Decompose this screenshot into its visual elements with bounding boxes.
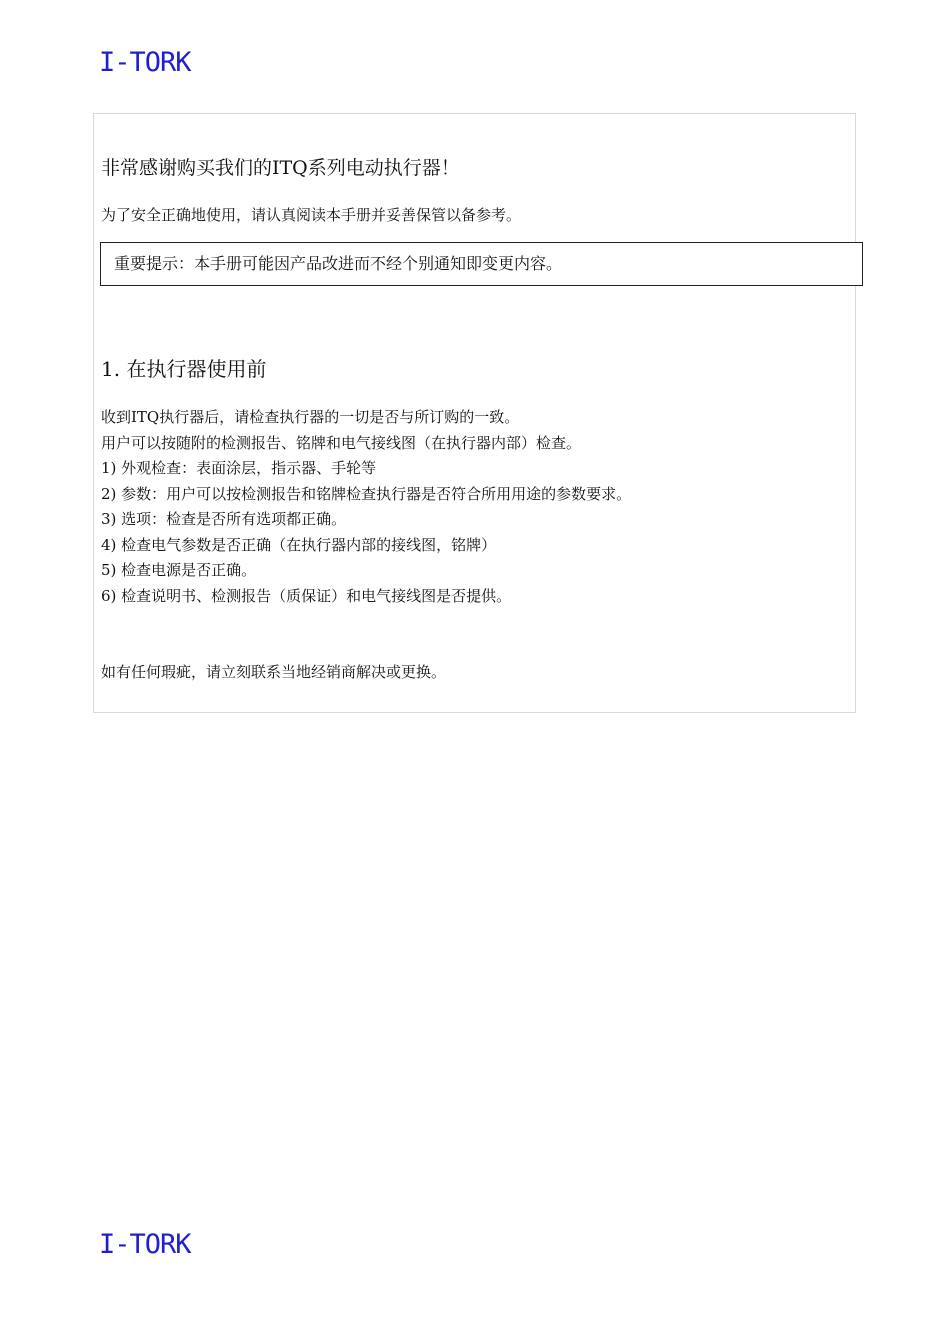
important-notice-text: 重要提示：本手册可能因产品改进而不经个别通知即变更内容。 [114, 254, 563, 273]
list-item: 5) 检查电源是否正确。 [101, 561, 257, 579]
list-item: 用户可以按随附的检测报告、铭牌和电气接线图（在执行器内部）检查。 [101, 433, 582, 452]
brand-logo-footer: I-TORK [99, 1229, 191, 1260]
intro-note: 为了安全正确地使用，请认真阅读本手册并妥善保管以备参考。 [101, 206, 522, 224]
list-item: 4) 检查电气参数是否正确（在执行器内部的接线图，铭牌） [101, 535, 497, 554]
inspection-list [101, 405, 631, 609]
list-item: 收到ITQ执行器后，请检查执行器的一切是否与所订购的一致。 [101, 408, 520, 426]
intro-title: 非常感谢购买我们的ITQ系列电动执行器！ [101, 157, 460, 179]
list-item: 1) 外观检查：表面涂层，指示器、手轮等 [101, 459, 377, 477]
list-item: 3) 选项：检查是否所有选项都正确。 [101, 510, 347, 528]
list-item: 6) 检查说明书、检测报告（质保证）和电气接线图是否提供。 [101, 586, 512, 605]
important-notice-box [100, 242, 863, 286]
section-heading: 1. 在执行器使用前 [101, 357, 267, 381]
brand-logo-header: I-TORK [99, 47, 191, 78]
closing-note: 如有任何瑕疵，请立刻联系当地经销商解决或更换。 [101, 663, 447, 681]
list-item: 2) 参数：用户可以按检测报告和铭牌检查执行器是否符合所用用途的参数要求。 [101, 484, 632, 503]
